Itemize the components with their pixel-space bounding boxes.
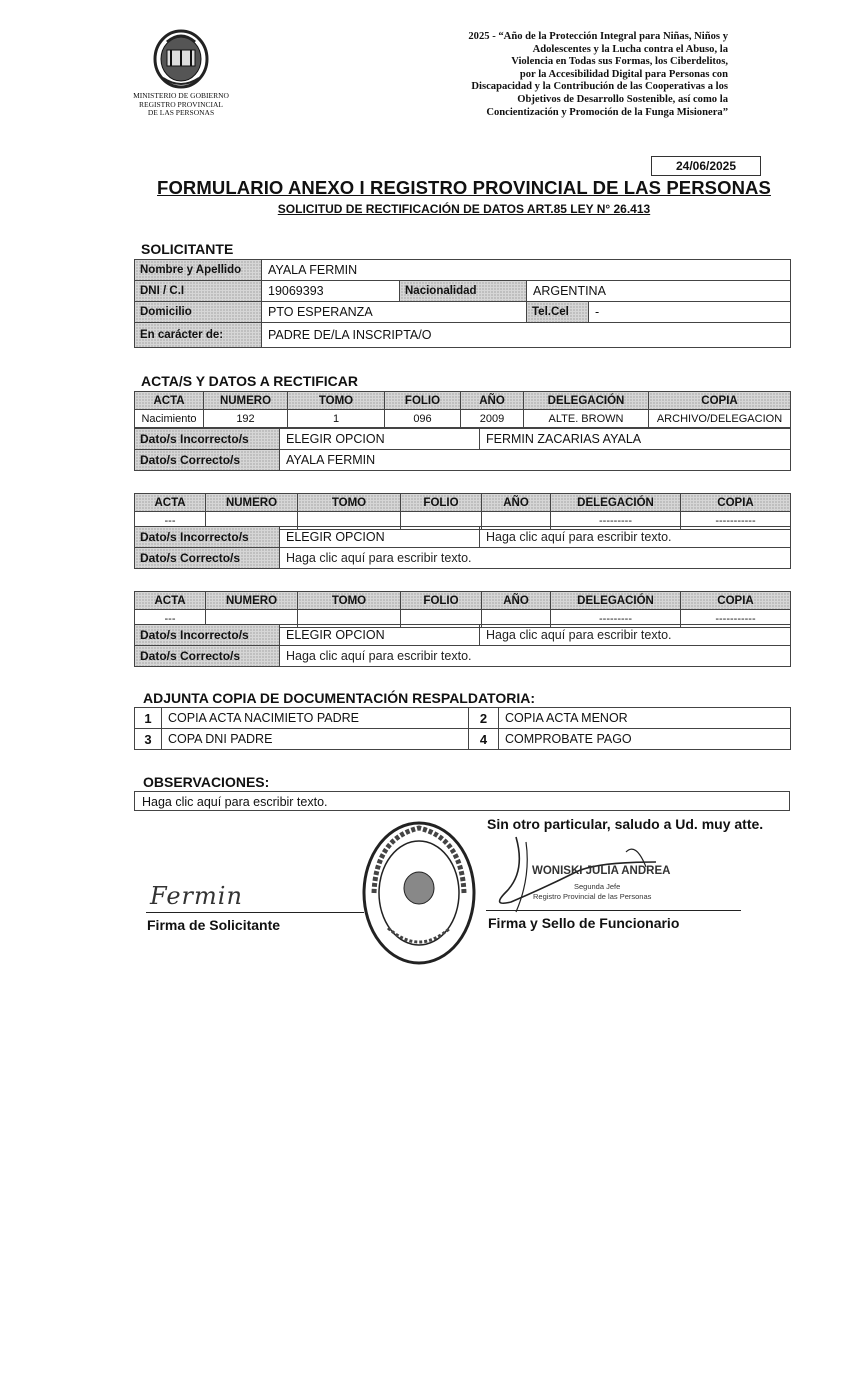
col-folio: FOLIO: [385, 392, 461, 410]
acta-type-cell[interactable]: Nacimiento: [135, 410, 204, 428]
nationality-field[interactable]: ARGENTINA: [527, 281, 791, 302]
col-folio: FOLIO: [401, 592, 482, 610]
page-subtitle: SOLICITUD DE RECTIFICACIÓN DE DATOS ART.85 LEY N° 26.413: [277, 202, 651, 216]
col-acta: ACTA: [135, 592, 206, 610]
acta-delegation-cell[interactable]: ---------: [551, 512, 681, 530]
name-label: Nombre y Apellido: [135, 260, 262, 281]
official-role: Segunda Jefe: [574, 882, 621, 891]
ministry-name: MINISTERIO DE GOBIERNO REGISTRO PROVINCIAL DE LAS PERSONAS: [133, 91, 229, 117]
observaciones-heading: OBSERVACIONES:: [143, 774, 270, 790]
attachment-number: 1: [135, 708, 162, 729]
acta-delegation-cell[interactable]: ---------: [551, 610, 681, 628]
list-item: [135, 708, 791, 729]
incorrect-data-field[interactable]: Haga clic aquí para escribir texto.: [480, 527, 791, 548]
phone-field[interactable]: -: [589, 302, 791, 323]
farewell-text: Sin otro particular, saludo a Ud. muy atte.: [487, 816, 764, 832]
incorrect-label: Dato/s Incorrecto/s: [135, 625, 280, 646]
solicitante-table: [134, 259, 791, 348]
acta-tomo-cell[interactable]: 1: [288, 410, 385, 428]
role-label: En carácter de:: [135, 323, 262, 348]
acta-delegation-cell[interactable]: ALTE. BROWN: [524, 410, 649, 428]
acta-type-cell[interactable]: ---: [135, 610, 206, 628]
col-tomo: TOMO: [298, 592, 401, 610]
correct-label: Dato/s Correcto/s: [135, 450, 280, 471]
col-anio: AÑO: [482, 592, 551, 610]
col-anio: AÑO: [482, 494, 551, 512]
col-acta: ACTA: [135, 494, 206, 512]
col-acta: ACTA: [135, 392, 204, 410]
incorrect-option-select[interactable]: ELEGIR OPCION: [280, 527, 480, 548]
official-office: Registro Provincial de las Personas: [533, 892, 652, 901]
col-delegacion: DELEGACIÓN: [551, 494, 681, 512]
acta-copy-cell[interactable]: -----------: [681, 512, 791, 530]
col-tomo: TOMO: [288, 392, 385, 410]
provincial-shield-icon: [149, 28, 213, 90]
col-delegacion: DELEGACIÓN: [524, 392, 649, 410]
phone-label: Tel.Cel: [527, 302, 589, 323]
acta-folio-cell[interactable]: 096: [385, 410, 461, 428]
correct-label: Dato/s Correcto/s: [135, 548, 280, 569]
official-name: WONISKI JULIA ANDREA: [532, 865, 671, 877]
year-motto: 2025 - “Año de la Protección Integral para Niñas, Niños y Adolescentes y la Lucha contra el Abuso, la Violencia en Todas sus Formas, los Ciberdelitos, por la Accesibilidad Digital para Personas con Discapacidad y la Contribución de las Cooperativas a los Objetivos de Desarrollo Sostenible, así como la Concientización y Promoción de la Funga Misionera”: [468, 31, 728, 118]
form-date[interactable]: 24/06/2025: [651, 156, 761, 176]
attachment-item[interactable]: COPA DNI PADRE: [162, 729, 469, 750]
incorrect-label: Dato/s Incorrecto/s: [135, 527, 280, 548]
incorrect-label: Dato/s Incorrecto/s: [135, 429, 280, 450]
acta-number-cell[interactable]: 192: [204, 410, 288, 428]
correct-data-field[interactable]: Haga clic aquí para escribir texto.: [280, 548, 791, 569]
ministry-logo: [120, 28, 242, 118]
dato-table-3: [134, 624, 791, 667]
acta-table-2: [134, 493, 791, 530]
acta-table-1: [134, 391, 791, 428]
correct-data-field[interactable]: AYALA FERMIN: [280, 450, 791, 471]
col-tomo: TOMO: [298, 494, 401, 512]
col-anio: AÑO: [461, 392, 524, 410]
page-title: FORMULARIO ANEXO I REGISTRO PROVINCIAL DE LAS PERSONAS: [157, 177, 771, 198]
acta-year-cell[interactable]: 2009: [461, 410, 524, 428]
official-signature-line: [486, 910, 741, 911]
role-field[interactable]: PADRE DE/LA INSCRIPTA/O: [262, 323, 791, 348]
attachment-item[interactable]: COPIA ACTA NACIMIETO PADRE: [162, 708, 469, 729]
attachment-number: 2: [469, 708, 499, 729]
observations-field[interactable]: Haga clic aquí para escribir texto.: [134, 791, 790, 811]
col-copia: COPIA: [681, 494, 791, 512]
dato-table-2: [134, 526, 791, 569]
dato-table-1: [134, 428, 791, 471]
incorrect-data-field[interactable]: FERMIN ZACARIAS AYALA: [480, 429, 791, 450]
table-row: [135, 410, 791, 428]
list-item: [135, 729, 791, 750]
col-delegacion: DELEGACIÓN: [551, 592, 681, 610]
dni-field[interactable]: 19069393: [262, 281, 400, 302]
name-field[interactable]: AYALA FERMIN: [262, 260, 791, 281]
incorrect-option-select[interactable]: ELEGIR OPCION: [280, 429, 480, 450]
official-seal-icon: [358, 818, 480, 968]
address-field[interactable]: PTO ESPERANZA: [262, 302, 527, 323]
attachment-number: 4: [469, 729, 499, 750]
acta-type-cell[interactable]: ---: [135, 512, 206, 530]
col-copia: COPIA: [649, 392, 791, 410]
acta-copy-cell[interactable]: -----------: [681, 610, 791, 628]
applicant-signature-label: Firma de Solicitante: [147, 917, 281, 933]
acta-table-3: [134, 591, 791, 628]
solicitante-heading: SOLICITANTE: [141, 241, 234, 257]
col-folio: FOLIO: [401, 494, 482, 512]
correct-data-field[interactable]: Haga clic aquí para escribir texto.: [280, 646, 791, 667]
incorrect-data-field[interactable]: Haga clic aquí para escribir texto.: [480, 625, 791, 646]
attachment-item[interactable]: COMPROBATE PAGO: [499, 729, 791, 750]
applicant-signature: Fermin: [150, 882, 243, 910]
attachment-number: 3: [135, 729, 162, 750]
col-copia: COPIA: [681, 592, 791, 610]
applicant-signature-line: [146, 912, 364, 913]
acta-copy-cell[interactable]: ARCHIVO/DELEGACION: [649, 410, 791, 428]
correct-label: Dato/s Correcto/s: [135, 646, 280, 667]
address-label: Domicilio: [135, 302, 262, 323]
official-signature-label: Firma y Sello de Funcionario: [488, 915, 680, 931]
nationality-label: Nacionalidad: [400, 281, 527, 302]
attachment-item[interactable]: COPIA ACTA MENOR: [499, 708, 791, 729]
incorrect-option-select[interactable]: ELEGIR OPCION: [280, 625, 480, 646]
col-numero: NUMERO: [206, 494, 298, 512]
actas-heading: ACTA/S Y DATOS A RECTIFICAR: [141, 373, 359, 389]
col-numero: NUMERO: [206, 592, 298, 610]
adjunta-heading: ADJUNTA COPIA DE DOCUMENTACIÓN RESPALDATORIA:: [143, 690, 535, 706]
official-signature-icon: [486, 832, 666, 922]
col-numero: NUMERO: [204, 392, 288, 410]
attachments-table: [134, 707, 791, 750]
dni-label: DNI / C.I: [135, 281, 262, 302]
